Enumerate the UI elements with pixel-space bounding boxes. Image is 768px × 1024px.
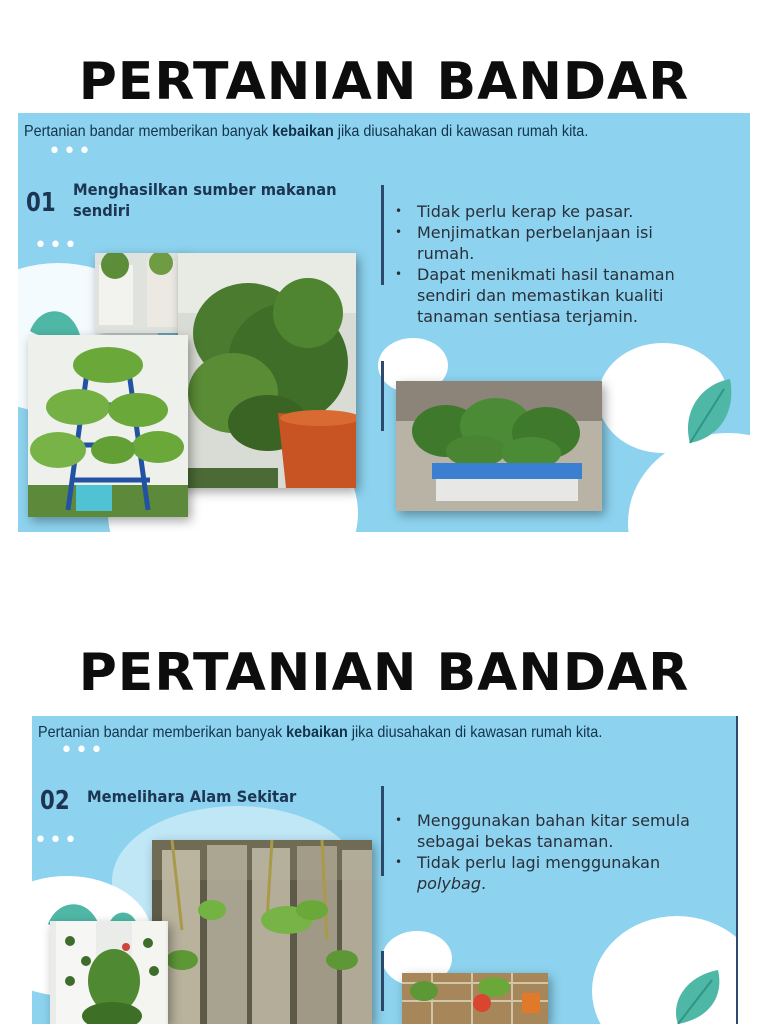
intro-text-part: Pertanian bandar memberikan banyak xyxy=(24,123,273,140)
bullet-item xyxy=(393,852,723,894)
section-number: 02 xyxy=(40,786,70,816)
bullet-item: • Menjimatkan perbelanjaan isi rumah. xyxy=(393,222,713,264)
slide-2 xyxy=(32,716,738,1024)
dots-decoration: ••• xyxy=(34,233,79,258)
leaf-icon xyxy=(666,966,726,1024)
heading-line: sendiri xyxy=(73,201,131,220)
intro-text-part: jika diusahakan di kawasan rumah kita. xyxy=(333,123,589,140)
leaf-icon xyxy=(678,375,738,447)
intro-text-part: jika diusahakan di kawasan rumah kita. xyxy=(347,724,603,741)
bullet-text: Tidak perlu lagi menggunakan xyxy=(417,853,661,872)
heading-line: Memelihara Alam Sekitar xyxy=(87,787,297,806)
intro-text xyxy=(38,724,602,742)
bullet-item: • Tidak perlu kerap ke pasar. xyxy=(393,201,713,222)
intro-emphasis: kebaikan xyxy=(286,724,348,741)
slide-1 xyxy=(18,113,750,532)
intro-text xyxy=(24,123,588,141)
dots-decoration: ••• xyxy=(60,738,105,763)
bullet-text: . xyxy=(480,874,487,893)
page-title: PERTANIAN BANDAR xyxy=(78,52,690,112)
page-title: PERTANIAN BANDAR xyxy=(78,643,690,703)
plant-photo xyxy=(396,381,602,511)
intro-emphasis: kebaikan xyxy=(272,123,334,140)
plant-photo xyxy=(95,253,185,333)
divider-line xyxy=(381,786,384,876)
intro-text-part: Pertanian bandar memberikan banyak xyxy=(38,724,287,741)
divider-line xyxy=(381,361,384,431)
bullet-item: • Menggunakan bahan kitar semula sebagai bekas tanaman. xyxy=(393,810,723,852)
bullet-list xyxy=(393,201,713,327)
plant-photo xyxy=(152,840,372,1024)
plant-photo xyxy=(28,335,188,517)
dots-decoration: ••• xyxy=(48,139,93,164)
bullet-item: • Dapat menikmati hasil tanaman sendiri dan memastikan kualiti tanaman sentiasa terjamin. xyxy=(393,264,713,327)
section-heading xyxy=(73,179,337,221)
divider-line xyxy=(381,185,384,285)
plant-photo xyxy=(178,253,356,488)
section-number: 01 xyxy=(26,188,56,218)
section-heading xyxy=(87,786,296,807)
plant-photo xyxy=(402,973,548,1024)
dots-decoration: ••• xyxy=(34,828,79,853)
heading-line: Menghasilkan sumber makanan xyxy=(73,180,337,199)
divider-line xyxy=(381,951,384,1011)
bullet-list xyxy=(393,810,723,894)
bullet-italic-text: polybag xyxy=(417,874,481,893)
plant-photo xyxy=(50,921,168,1024)
